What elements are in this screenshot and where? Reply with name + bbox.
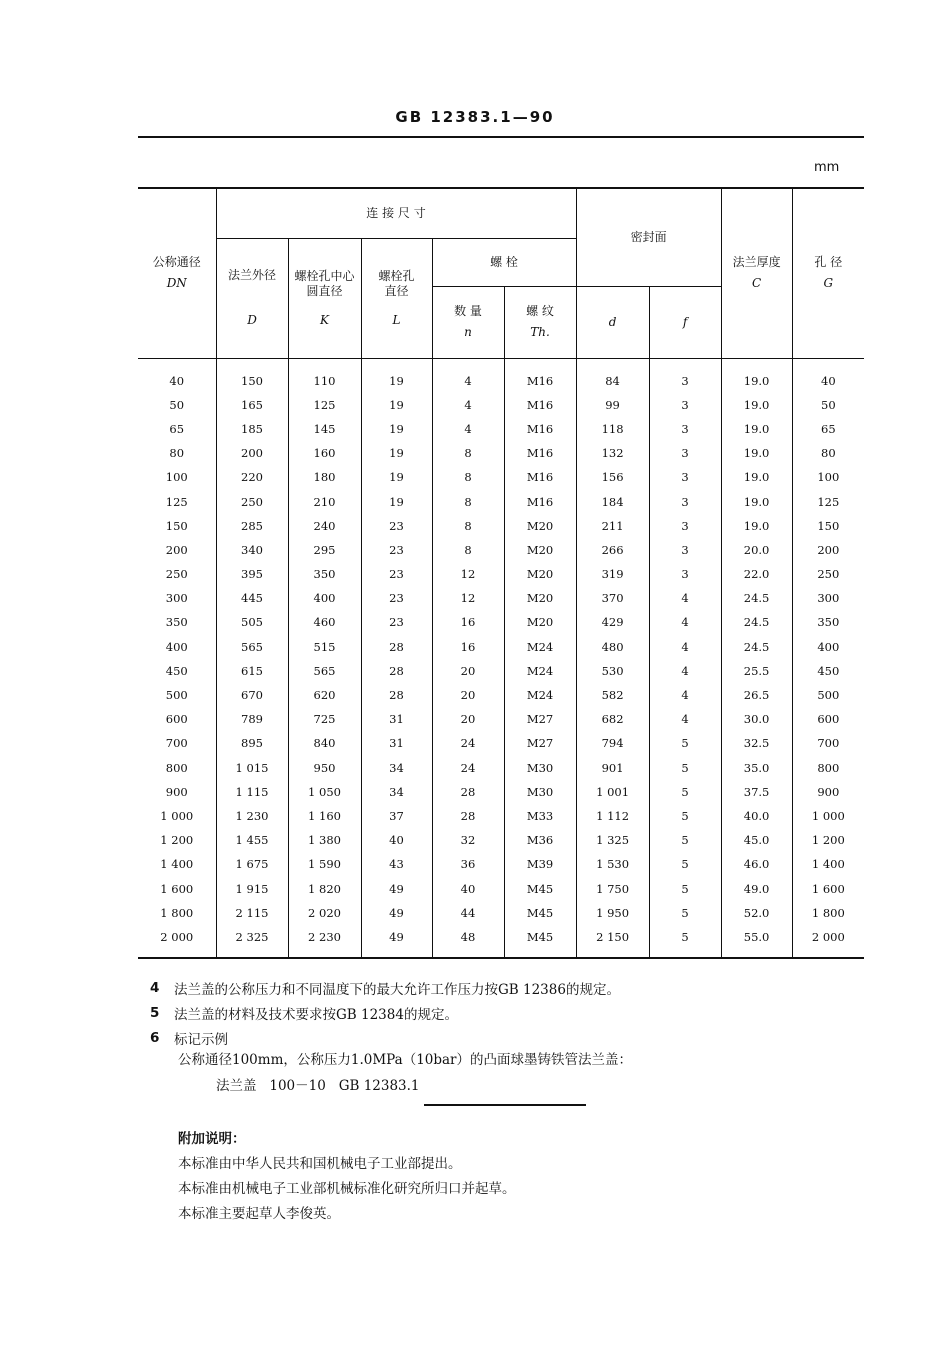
cell-seal-d: 901 (576, 756, 649, 780)
cell-bolt-qty: 12 (432, 562, 504, 586)
cell-dn: 1 800 (160, 905, 194, 920)
cell-bolt-qty: 32 (432, 828, 504, 852)
cell-bolt-hole: 37 (361, 804, 432, 828)
cell-bolt-qty: 24 (432, 731, 504, 755)
cell-bolt-qty: 4 (432, 393, 504, 417)
example-marking: 法兰盖 100－10 GB 12383.1 (216, 1078, 420, 1094)
table-row (138, 562, 864, 586)
flange-dimension-table (138, 187, 864, 959)
cell-thread: M20 (504, 610, 576, 634)
cell-seal-d: 429 (576, 610, 649, 634)
cell-bolt-hole: 31 (361, 731, 432, 755)
cell-bolt-circle: 515 (288, 635, 361, 659)
cell-dn: 900 (165, 784, 188, 799)
cell-dn: 100 (165, 470, 188, 485)
cell-dn: 600 (165, 712, 188, 727)
page-header: GB 12383.1—90 (395, 108, 555, 126)
table-row (138, 441, 864, 465)
cell-seal-f: 4 (649, 586, 721, 610)
cell-bore: 350 (792, 610, 864, 634)
cell-bolt-hole: 40 (361, 828, 432, 852)
cell-thread: M36 (504, 828, 576, 852)
cell-bolt-circle: 125 (288, 393, 361, 417)
col-group-connection: 连 接 尺 寸 (216, 188, 576, 238)
cell-bore: 600 (792, 707, 864, 731)
cell-bore: 125 (792, 489, 864, 513)
cell-thickness: 25.5 (721, 659, 792, 683)
cell-seal-f: 3 (649, 489, 721, 513)
cell-seal-d: 84 (576, 358, 649, 393)
cell-outer-dia: 445 (216, 586, 288, 610)
cell-bolt-circle: 725 (288, 707, 361, 731)
cell-bolt-qty: 4 (432, 358, 504, 393)
cell-bolt-circle: 840 (288, 731, 361, 755)
table-row (138, 683, 864, 707)
cell-outer-dia: 150 (216, 358, 288, 393)
cell-seal-f: 4 (649, 683, 721, 707)
cell-thickness: 19.0 (721, 393, 792, 417)
cell-dn: 1 600 (160, 881, 194, 896)
cell-seal-f: 3 (649, 441, 721, 465)
table-row (138, 780, 864, 804)
cell-thickness: 37.5 (721, 780, 792, 804)
cell-bolt-circle: 620 (288, 683, 361, 707)
cell-seal-d: 480 (576, 635, 649, 659)
cell-outer-dia: 1 915 (216, 876, 288, 900)
section-divider (424, 1104, 586, 1106)
cell-dn: 50 (169, 397, 185, 412)
cell-bolt-circle: 1 160 (288, 804, 361, 828)
cell-thickness: 30.0 (721, 707, 792, 731)
col-header-thread: 螺 纹 Th. (504, 286, 576, 358)
cell-seal-f: 3 (649, 417, 721, 441)
cell-outer-dia: 1 455 (216, 828, 288, 852)
cell-bolt-qty: 4 (432, 417, 504, 441)
cell-thread: M24 (504, 659, 576, 683)
cell-bolt-qty: 36 (432, 852, 504, 876)
cell-outer-dia: 185 (216, 417, 288, 441)
col-group-seal: 密封面 (576, 188, 721, 286)
cell-outer-dia: 165 (216, 393, 288, 417)
table-row (138, 901, 864, 925)
cell-thread: M30 (504, 780, 576, 804)
cell-bolt-hole: 23 (361, 586, 432, 610)
cell-bolt-hole: 19 (361, 465, 432, 489)
cell-dn: 125 (165, 494, 188, 509)
col-header-seal-f: f (649, 286, 721, 358)
cell-bolt-circle: 1 820 (288, 876, 361, 900)
cell-thickness: 35.0 (721, 756, 792, 780)
cell-bore: 100 (792, 465, 864, 489)
cell-thread: M24 (504, 683, 576, 707)
cell-bore: 450 (792, 659, 864, 683)
header-rule (138, 136, 864, 138)
cell-bolt-circle: 240 (288, 514, 361, 538)
cell-bolt-qty: 28 (432, 804, 504, 828)
cell-thickness: 45.0 (721, 828, 792, 852)
cell-bolt-circle: 180 (288, 465, 361, 489)
cell-bolt-hole: 28 (361, 635, 432, 659)
table-row (138, 925, 864, 958)
cell-thickness: 52.0 (721, 901, 792, 925)
cell-bolt-circle: 1 590 (288, 852, 361, 876)
col-header-bolt-hole: 螺栓孔直径 L (361, 238, 432, 358)
cell-bolt-hole: 28 (361, 683, 432, 707)
cell-thickness: 24.5 (721, 635, 792, 659)
cell-seal-f: 5 (649, 804, 721, 828)
cell-bolt-hole: 23 (361, 610, 432, 634)
cell-bore: 800 (792, 756, 864, 780)
cell-thickness: 19.0 (721, 514, 792, 538)
note-item: 6 标记示例 (150, 1029, 228, 1048)
cell-bolt-qty: 20 (432, 659, 504, 683)
cell-thread: M27 (504, 731, 576, 755)
cell-bolt-qty: 8 (432, 538, 504, 562)
cell-bolt-hole: 19 (361, 489, 432, 513)
table-row (138, 514, 864, 538)
cell-bolt-hole: 34 (361, 780, 432, 804)
cell-seal-f: 4 (649, 610, 721, 634)
cell-bolt-hole: 19 (361, 441, 432, 465)
cell-bolt-qty: 44 (432, 901, 504, 925)
cell-bolt-circle: 1 050 (288, 780, 361, 804)
cell-seal-f: 3 (649, 465, 721, 489)
cell-bolt-qty: 24 (432, 756, 504, 780)
cell-seal-f: 5 (649, 852, 721, 876)
col-header-qty: 数 量 n (432, 286, 504, 358)
cell-bore: 1 400 (792, 852, 864, 876)
cell-dn: 1 200 (160, 833, 194, 848)
cell-bolt-qty: 8 (432, 489, 504, 513)
cell-dn: 1 000 (160, 808, 194, 823)
col-header-outer-dia: 法兰外径 D (216, 238, 288, 358)
cell-seal-d: 1 325 (576, 828, 649, 852)
cell-bolt-hole: 49 (361, 876, 432, 900)
cell-thickness: 24.5 (721, 586, 792, 610)
cell-bolt-qty: 12 (432, 586, 504, 610)
addendum-line: 本标准主要起草人李俊英。 (178, 1205, 340, 1222)
cell-thread: M16 (504, 358, 576, 393)
table-row (138, 586, 864, 610)
cell-dn: 250 (165, 567, 188, 582)
cell-outer-dia: 670 (216, 683, 288, 707)
cell-seal-f: 5 (649, 828, 721, 852)
cell-seal-f: 5 (649, 925, 721, 958)
cell-seal-d: 2 150 (576, 925, 649, 958)
cell-bolt-circle: 145 (288, 417, 361, 441)
cell-thread: M16 (504, 441, 576, 465)
cell-outer-dia: 789 (216, 707, 288, 731)
cell-thread: M30 (504, 756, 576, 780)
cell-bore: 1 200 (792, 828, 864, 852)
cell-thread: M39 (504, 852, 576, 876)
cell-seal-d: 682 (576, 707, 649, 731)
table-row (138, 828, 864, 852)
table-row (138, 635, 864, 659)
cell-bolt-qty: 8 (432, 465, 504, 489)
cell-bolt-circle: 295 (288, 538, 361, 562)
cell-bore: 50 (792, 393, 864, 417)
cell-bore: 500 (792, 683, 864, 707)
table-body (138, 358, 864, 958)
cell-bore: 1 800 (792, 901, 864, 925)
cell-outer-dia: 1 230 (216, 804, 288, 828)
cell-dn: 700 (165, 736, 188, 751)
cell-bolt-circle: 350 (288, 562, 361, 586)
cell-bolt-qty: 20 (432, 683, 504, 707)
cell-bolt-qty: 16 (432, 635, 504, 659)
cell-dn: 500 (165, 688, 188, 703)
cell-thickness: 19.0 (721, 489, 792, 513)
cell-thickness: 19.0 (721, 358, 792, 393)
cell-seal-f: 3 (649, 393, 721, 417)
cell-bolt-qty: 20 (432, 707, 504, 731)
cell-seal-d: 1 001 (576, 780, 649, 804)
cell-bore: 150 (792, 514, 864, 538)
cell-seal-d: 211 (576, 514, 649, 538)
cell-seal-f: 3 (649, 538, 721, 562)
cell-thread: M20 (504, 514, 576, 538)
note-item: 4 法兰盖的公称压力和不同温度下的最大允许工作压力按GB 12386的规定。 (150, 979, 620, 998)
cell-thread: M16 (504, 465, 576, 489)
cell-outer-dia: 220 (216, 465, 288, 489)
cell-seal-d: 794 (576, 731, 649, 755)
table-row (138, 489, 864, 513)
cell-thickness: 19.0 (721, 441, 792, 465)
table-row (138, 358, 864, 393)
cell-seal-f: 4 (649, 659, 721, 683)
table-row (138, 538, 864, 562)
cell-seal-f: 3 (649, 562, 721, 586)
cell-seal-d: 370 (576, 586, 649, 610)
cell-seal-f: 3 (649, 514, 721, 538)
cell-dn: 200 (165, 542, 188, 557)
cell-thread: M27 (504, 707, 576, 731)
cell-dn: 40 (169, 373, 185, 388)
cell-bolt-qty: 28 (432, 780, 504, 804)
cell-bolt-hole: 23 (361, 562, 432, 586)
cell-bolt-hole: 23 (361, 538, 432, 562)
table-row (138, 707, 864, 731)
cell-bore: 300 (792, 586, 864, 610)
cell-dn: 80 (169, 446, 185, 461)
table-row (138, 876, 864, 900)
cell-bore: 250 (792, 562, 864, 586)
cell-bore: 900 (792, 780, 864, 804)
cell-thread: M16 (504, 489, 576, 513)
cell-bolt-circle: 400 (288, 586, 361, 610)
table-row (138, 393, 864, 417)
cell-seal-f: 5 (649, 876, 721, 900)
cell-seal-f: 4 (649, 707, 721, 731)
cell-outer-dia: 395 (216, 562, 288, 586)
cell-bolt-hole: 31 (361, 707, 432, 731)
cell-bolt-hole: 49 (361, 901, 432, 925)
cell-dn: 65 (169, 421, 185, 436)
col-header-bolt-circle: 螺栓孔中心圆直径 K (288, 238, 361, 358)
addendum (178, 1124, 516, 1224)
cell-seal-f: 4 (649, 635, 721, 659)
cell-seal-f: 5 (649, 901, 721, 925)
example-description: 公称通径100mm，公称压力1.0MPa（10bar）的凸面球墨铸铁管法兰盖： (178, 1052, 633, 1068)
notes-list (150, 975, 620, 1050)
cell-seal-d: 319 (576, 562, 649, 586)
cell-outer-dia: 615 (216, 659, 288, 683)
cell-thickness: 22.0 (721, 562, 792, 586)
cell-thread: M16 (504, 393, 576, 417)
cell-seal-f: 5 (649, 780, 721, 804)
table-row (138, 465, 864, 489)
cell-bolt-circle: 110 (288, 358, 361, 393)
cell-bolt-hole: 49 (361, 925, 432, 958)
cell-outer-dia: 2 115 (216, 901, 288, 925)
cell-bolt-hole: 43 (361, 852, 432, 876)
cell-thickness: 24.5 (721, 610, 792, 634)
cell-thread: M20 (504, 538, 576, 562)
cell-bolt-hole: 19 (361, 393, 432, 417)
cell-thickness: 19.0 (721, 465, 792, 489)
col-header-dn: 公称通径 DN (138, 188, 216, 358)
cell-dn: 2 000 (160, 929, 194, 944)
cell-outer-dia: 285 (216, 514, 288, 538)
cell-outer-dia: 1 115 (216, 780, 288, 804)
cell-seal-d: 266 (576, 538, 649, 562)
note-item: 5 法兰盖的材料及技术要求按GB 12384的规定。 (150, 1004, 458, 1023)
cell-bore: 80 (792, 441, 864, 465)
cell-dn: 400 (165, 639, 188, 654)
cell-seal-d: 1 112 (576, 804, 649, 828)
cell-outer-dia: 565 (216, 635, 288, 659)
addendum-line: 本标准由中华人民共和国机械电子工业部提出。 (178, 1155, 462, 1172)
table-row (138, 804, 864, 828)
cell-bolt-circle: 210 (288, 489, 361, 513)
cell-thread: M33 (504, 804, 576, 828)
cell-bolt-circle: 950 (288, 756, 361, 780)
cell-bore: 400 (792, 635, 864, 659)
cell-bolt-hole: 19 (361, 417, 432, 441)
table-row (138, 417, 864, 441)
cell-seal-d: 118 (576, 417, 649, 441)
col-header-bore: 孔 径 G (792, 188, 864, 358)
cell-dn: 450 (165, 663, 188, 678)
cell-bore: 40 (792, 358, 864, 393)
cell-outer-dia: 895 (216, 731, 288, 755)
table-row (138, 852, 864, 876)
cell-dn: 150 (165, 518, 188, 533)
cell-thickness: 40.0 (721, 804, 792, 828)
addendum-line: 本标准由机械电子工业部机械标准化研究所归口并起草。 (178, 1180, 516, 1197)
cell-outer-dia: 200 (216, 441, 288, 465)
cell-bolt-circle: 1 380 (288, 828, 361, 852)
cell-bolt-qty: 8 (432, 441, 504, 465)
cell-bolt-qty: 16 (432, 610, 504, 634)
col-group-bolt: 螺 栓 (432, 238, 576, 286)
cell-bolt-hole: 19 (361, 358, 432, 393)
cell-seal-d: 1 530 (576, 852, 649, 876)
cell-seal-d: 184 (576, 489, 649, 513)
cell-bolt-qty: 40 (432, 876, 504, 900)
unit-label: mm (814, 160, 840, 175)
cell-bolt-circle: 460 (288, 610, 361, 634)
table-row (138, 756, 864, 780)
cell-seal-f: 3 (649, 358, 721, 393)
cell-bolt-circle: 2 020 (288, 901, 361, 925)
cell-outer-dia: 1 675 (216, 852, 288, 876)
cell-bolt-hole: 34 (361, 756, 432, 780)
cell-thread: M16 (504, 417, 576, 441)
cell-thickness: 19.0 (721, 417, 792, 441)
cell-seal-d: 156 (576, 465, 649, 489)
cell-bolt-hole: 23 (361, 514, 432, 538)
cell-thickness: 46.0 (721, 852, 792, 876)
cell-seal-d: 99 (576, 393, 649, 417)
cell-thread: M20 (504, 586, 576, 610)
cell-seal-d: 530 (576, 659, 649, 683)
col-header-seal-d: d (576, 286, 649, 358)
cell-seal-f: 5 (649, 756, 721, 780)
cell-outer-dia: 505 (216, 610, 288, 634)
table-row (138, 731, 864, 755)
cell-thread: M20 (504, 562, 576, 586)
cell-bolt-circle: 565 (288, 659, 361, 683)
cell-seal-f: 5 (649, 731, 721, 755)
cell-dn: 300 (165, 591, 188, 606)
cell-seal-d: 582 (576, 683, 649, 707)
cell-outer-dia: 2 325 (216, 925, 288, 958)
cell-bolt-qty: 8 (432, 514, 504, 538)
cell-bore: 2 000 (792, 925, 864, 958)
cell-bore: 200 (792, 538, 864, 562)
cell-seal-d: 1 750 (576, 876, 649, 900)
cell-bolt-qty: 48 (432, 925, 504, 958)
cell-bore: 1 600 (792, 876, 864, 900)
cell-thread: M45 (504, 876, 576, 900)
addendum-title: 附加说明： (178, 1130, 246, 1147)
table-row (138, 610, 864, 634)
cell-thickness: 49.0 (721, 876, 792, 900)
cell-outer-dia: 250 (216, 489, 288, 513)
col-header-thickness: 法兰厚度 C (721, 188, 792, 358)
cell-outer-dia: 1 015 (216, 756, 288, 780)
cell-thread: M45 (504, 901, 576, 925)
cell-thread: M24 (504, 635, 576, 659)
cell-bore: 1 000 (792, 804, 864, 828)
cell-thickness: 26.5 (721, 683, 792, 707)
cell-bore: 700 (792, 731, 864, 755)
cell-bolt-hole: 28 (361, 659, 432, 683)
cell-seal-d: 1 950 (576, 901, 649, 925)
cell-bolt-circle: 160 (288, 441, 361, 465)
cell-seal-d: 132 (576, 441, 649, 465)
cell-dn: 350 (165, 615, 188, 630)
cell-bolt-circle: 2 230 (288, 925, 361, 958)
cell-outer-dia: 340 (216, 538, 288, 562)
cell-thread: M45 (504, 925, 576, 958)
cell-bore: 65 (792, 417, 864, 441)
cell-dn: 1 400 (160, 857, 194, 872)
cell-thickness: 20.0 (721, 538, 792, 562)
cell-thickness: 55.0 (721, 925, 792, 958)
cell-thickness: 32.5 (721, 731, 792, 755)
table-row (138, 659, 864, 683)
cell-dn: 800 (165, 760, 188, 775)
